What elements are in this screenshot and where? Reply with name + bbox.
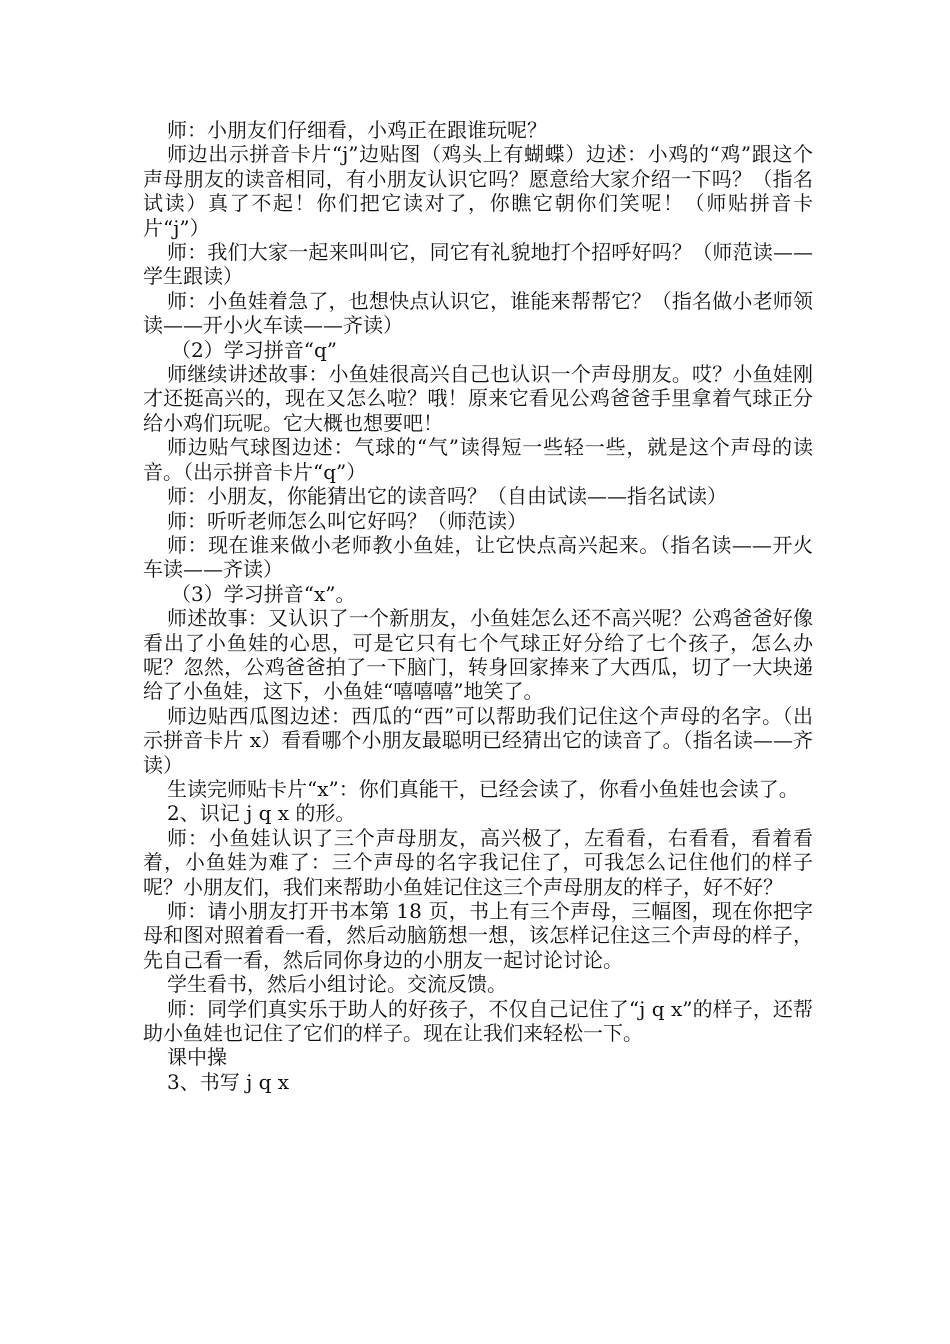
paragraph: 学生看书，然后小组讨论。交流反馈。 xyxy=(167,972,507,997)
paragraph: 课中操 xyxy=(167,1045,227,1070)
paragraph: 师：小朋友们仔细看，小鸡正在跟谁玩呢？ xyxy=(167,118,547,142)
paragraph: 师：小朋友，你能猜出它的读音吗？（自由试读——指名试读） xyxy=(167,484,727,509)
paragraph: 师边出示拼音卡片“j”边贴图（鸡头上有蝴蝶）边述：小鸡的“鸡”跟这个声母朋友的读音相同，有小朋友认识它吗？愿意给大家介绍一下吗？（指名试读）真了不起！你们把它读对了，你瞧它朝你们笑呢！（师贴拼音卡片“j”） xyxy=(143,142,813,240)
paragraph: 师：小鱼娃认识了三个声母朋友，高兴极了，左看看，右看看，看着看着，小鱼娃为难了：三个声母的名字我记住了，可我怎么记住他们的样子呢？小朋友们，我们来帮助小鱼娃记住这三个声母朋友的样子，好不好？ xyxy=(143,825,813,899)
paragraph: 师：听听老师怎么叫它好吗？（师范读） xyxy=(167,508,527,533)
section-heading: 3、书写 j q x xyxy=(167,1069,290,1094)
paragraph: 师：现在谁来做小老师教小鱼娃，让它快点高兴起来。（指名读——开火车读——齐读） xyxy=(143,532,813,582)
paragraph: 生读完师贴卡片“x”：你们真能干，已经会读了，你看小鱼娃也会读了。 xyxy=(167,776,799,801)
paragraph: 师述故事：又认识了一个新朋友，小鱼娃怎么还不高兴呢？公鸡爸爸好像看出了小鱼娃的心思，可是它只有七个气球正好分给了七个孩子，怎么办呢？忽然，公鸡爸爸拍了一下脑门，转身回家捧来了大西瓜，切了一大块递给了小鱼娃，这下，小鱼娃“嘻嘻嘻”地笑了。 xyxy=(143,606,813,704)
section-heading: 2、识记 j q x 的形。 xyxy=(167,801,356,826)
section-heading: （2）学习拼音“q” xyxy=(171,337,337,362)
paragraph: 师继续讲述故事：小鱼娃很高兴自己也认识一个声母朋友。哎？小鱼娃刚才还挺高兴的，现在又怎么啦？哦！原来它看见公鸡爸爸手里拿着气球正分给小鸡们玩呢。它大概也想要吧！ xyxy=(143,362,813,435)
paragraph: 师：同学们真实乐于助人的好孩子，不仅自己记住了“j q x”的样子，还帮助小鱼娃也记住了它们的样子。现在让我们来轻松一下。 xyxy=(143,996,813,1046)
section-heading: （3）学习拼音“x”。 xyxy=(171,581,356,606)
paragraph: 师：小鱼娃着急了，也想快点认识它，谁能来帮帮它？（指名做小老师领读——开小火车读——齐读） xyxy=(143,288,813,338)
paragraph: 师边贴气球图边述：气球的“气”读得短一些轻一些，就是这个声母的读音。（出示拼音卡片“q”） xyxy=(143,435,813,484)
paragraph: 师：我们大家一起来叫叫它，同它有礼貌地打个招呼好吗？（师范读——学生跟读） xyxy=(143,240,813,289)
paragraph: 师边贴西瓜图边述：西瓜的“西”可以帮助我们记住这个声母的名字。（出示拼音卡片 x）看看哪个小朋友最聪明已经猜出它的读音了。（指名读——齐读） xyxy=(143,703,813,777)
paragraph: 师：请小朋友打开书本第 18 页，书上有三个声母，三幅图，现在你把字母和图对照着看一看，然后动脑筋想一想，该怎样记住这三个声母的样子，先自己看一看，然后同你身边的小朋友一起讨论讨论。 xyxy=(143,899,813,972)
document-body xyxy=(143,118,813,1094)
